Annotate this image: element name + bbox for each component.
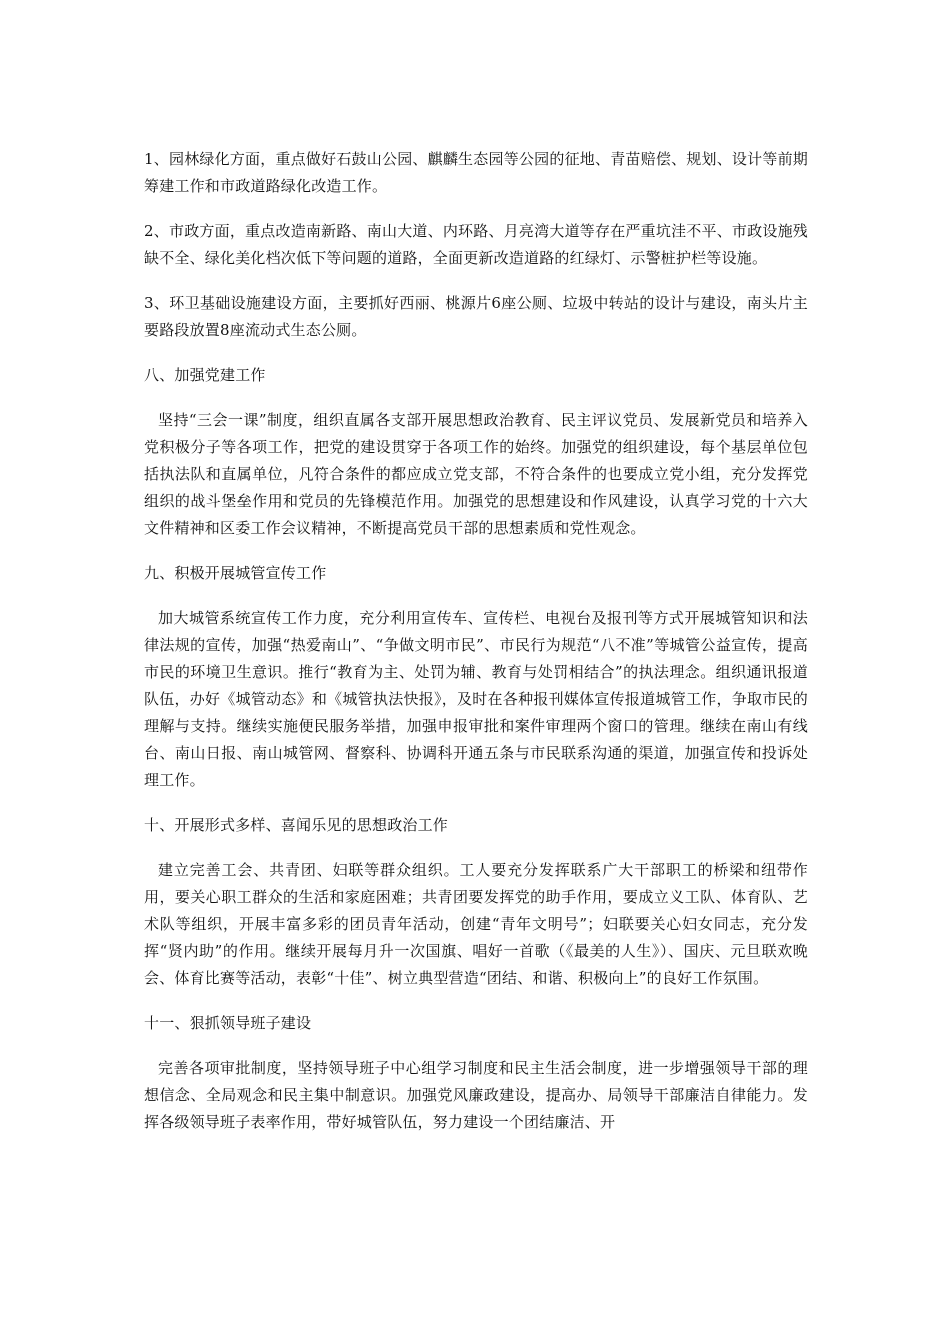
document-body xyxy=(144,146,808,1154)
section-heading-publicity: 九、积极开展城管宣传工作 xyxy=(144,564,327,582)
section-heading-leadership: 十一、狠抓领导班子建设 xyxy=(144,1014,312,1032)
body-paragraph-political-work: 建立完善工会、共青团、妇联等群众组织。工人要充分发挥联系广大干部职工的桥梁和纽带作用，要关心职工群众的生活和家庭困难；共青团要发挥党的助手作用，要成立义工队、体育队、艺术队等组织，开展丰富多彩的团员青年活动，创建“青年文明号”；妇联要关心妇女同志，充分发挥“贤内助”的作用。继续开展每月升一次国旗、唱好一首歌（《最美的人生》）、国庆、元旦联欢晚会、体育比赛等活动，表彰“十佳”、树立典型营造“团结、和谐、积极向上”的良好工作氛围。 xyxy=(144,861,808,987)
body-paragraph-party-building: 坚持“三会一课”制度，组织直属各支部开展思想政治教育、民主评议党员、发展新党员和培养入党积极分子等各项工作，把党的建设贯穿于各项工作的始终。加强党的组织建设，每个基层单位包括执法队和直属单位，凡符合条件的都应成立党支部，不符合条件的也要成立党小组，充分发挥党组织的战斗堡垒作用和党员的先锋模范作用。加强党的思想建设和作风建设，认真学习党的十六大文件精神和区委工作会议精神，不断提高党员干部的思想素质和党性观念。 xyxy=(144,411,808,537)
list-item-sanitation: 3、环卫基础设施建设方面，主要抓好西丽、桃源片6座公厕、垃圾中转站的设计与建设，南头片主要路段放置8座流动式生态公厕。 xyxy=(144,294,808,339)
body-paragraph-publicity: 加大城管系统宣传工作力度，充分利用宣传车、宣传栏、电视台及报刊等方式开展城管知识和法律法规的宣传，加强“热爱南山”、“争做文明市民”、市民行为规范“八不准”等城管公益宣传，提高市民的环境卫生意识。推行“教育为主、处罚为辅、教育与处罚相结合”的执法理念。组织通讯报道队伍，办好《城管动态》和《城管执法快报》，及时在各种报刊媒体宣传报道城管工作，争取市民的理解与支持。继续实施便民服务举措，加强申报审批和案件审理两个窗口的管理。继续在南山有线台、南山日报、南山城管网、督察科、协调科开通五条与市民联系沟通的渠道，加强宣传和投诉处理工作。 xyxy=(144,609,808,789)
list-item-municipal: 2、市政方面，重点改造南新路、南山大道、内环路、月亮湾大道等存在严重坑洼不平、市政设施残缺不全、绿化美化档次低下等问题的道路，全面更新改造道路的红绿灯、示警桩护栏等设施。 xyxy=(144,222,808,267)
body-paragraph-leadership: 完善各项审批制度，坚持领导班子中心组学习制度和民主生活会制度，进一步增强领导干部的理想信念、全局观念和民主集中制意识。加强党风廉政建设，提高办、局领导干部廉洁自律能力。发挥各级领导班子表率作用，带好城管队伍，努力建设一个团结廉洁、开 xyxy=(144,1059,808,1131)
section-heading-party-building: 八、加强党建工作 xyxy=(144,366,266,384)
section-heading-political-work: 十、开展形式多样、喜闻乐见的思想政治工作 xyxy=(144,816,449,834)
list-item-landscaping: 1、园林绿化方面，重点做好石鼓山公园、麒麟生态园等公园的征地、青苗赔偿、规划、设计等前期筹建工作和市政道路绿化改造工作。 xyxy=(144,150,808,195)
